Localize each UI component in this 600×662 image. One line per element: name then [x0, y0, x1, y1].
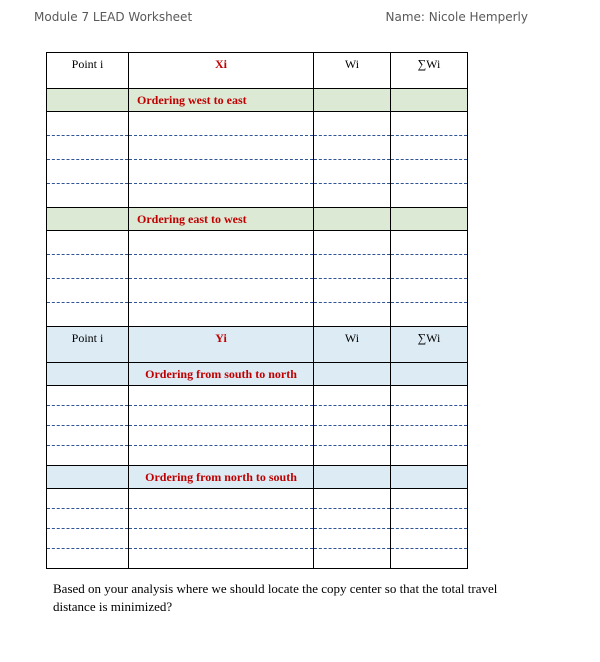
y-header-row	[47, 327, 468, 363]
table-row[interactable]	[47, 112, 468, 136]
x-col-value: Xi	[129, 53, 314, 89]
table-row[interactable]	[47, 160, 468, 184]
x-section1-label: Ordering west to east	[129, 89, 314, 112]
table-row[interactable]	[47, 489, 468, 509]
table-row[interactable]	[47, 529, 468, 549]
table-row[interactable]	[47, 386, 468, 406]
x-col-w: Wi	[314, 53, 391, 89]
x-col-sum: ∑Wi	[391, 53, 468, 89]
x-header-row	[47, 53, 468, 89]
table-row[interactable]	[47, 509, 468, 529]
table-row[interactable]	[47, 184, 468, 208]
table-row[interactable]	[47, 303, 468, 327]
x-section-east-west	[47, 208, 468, 231]
y-col-w: Wi	[314, 327, 391, 363]
table-row[interactable]	[47, 231, 468, 255]
document-header-title: Module 7 LEAD Worksheet	[34, 10, 193, 24]
worksheet-table	[46, 52, 468, 569]
question-text: Based on your analysis where we should locate the copy center so that the total travel distance is minimized?	[53, 581, 498, 614]
y-section-south-north	[47, 363, 468, 386]
y-col-point: Point i	[47, 327, 129, 363]
table-row[interactable]	[47, 446, 468, 466]
x-section-west-east	[47, 89, 468, 112]
y-section2-label: Ordering from north to south	[129, 466, 314, 489]
y-section-north-south	[47, 466, 468, 489]
document-header-name: Name: Nicole Hemperly	[385, 10, 528, 24]
y-col-value: Yi	[129, 327, 314, 363]
table-row[interactable]	[47, 406, 468, 426]
table-row[interactable]	[47, 279, 468, 303]
table-row[interactable]	[47, 136, 468, 160]
x-section2-label: Ordering east to west	[129, 208, 314, 231]
table-row[interactable]	[47, 426, 468, 446]
table-row[interactable]	[47, 255, 468, 279]
table-row[interactable]	[47, 549, 468, 569]
y-col-sum: ∑Wi	[391, 327, 468, 363]
x-col-point: Point i	[47, 53, 129, 89]
y-section1-label: Ordering from south to north	[129, 363, 314, 386]
